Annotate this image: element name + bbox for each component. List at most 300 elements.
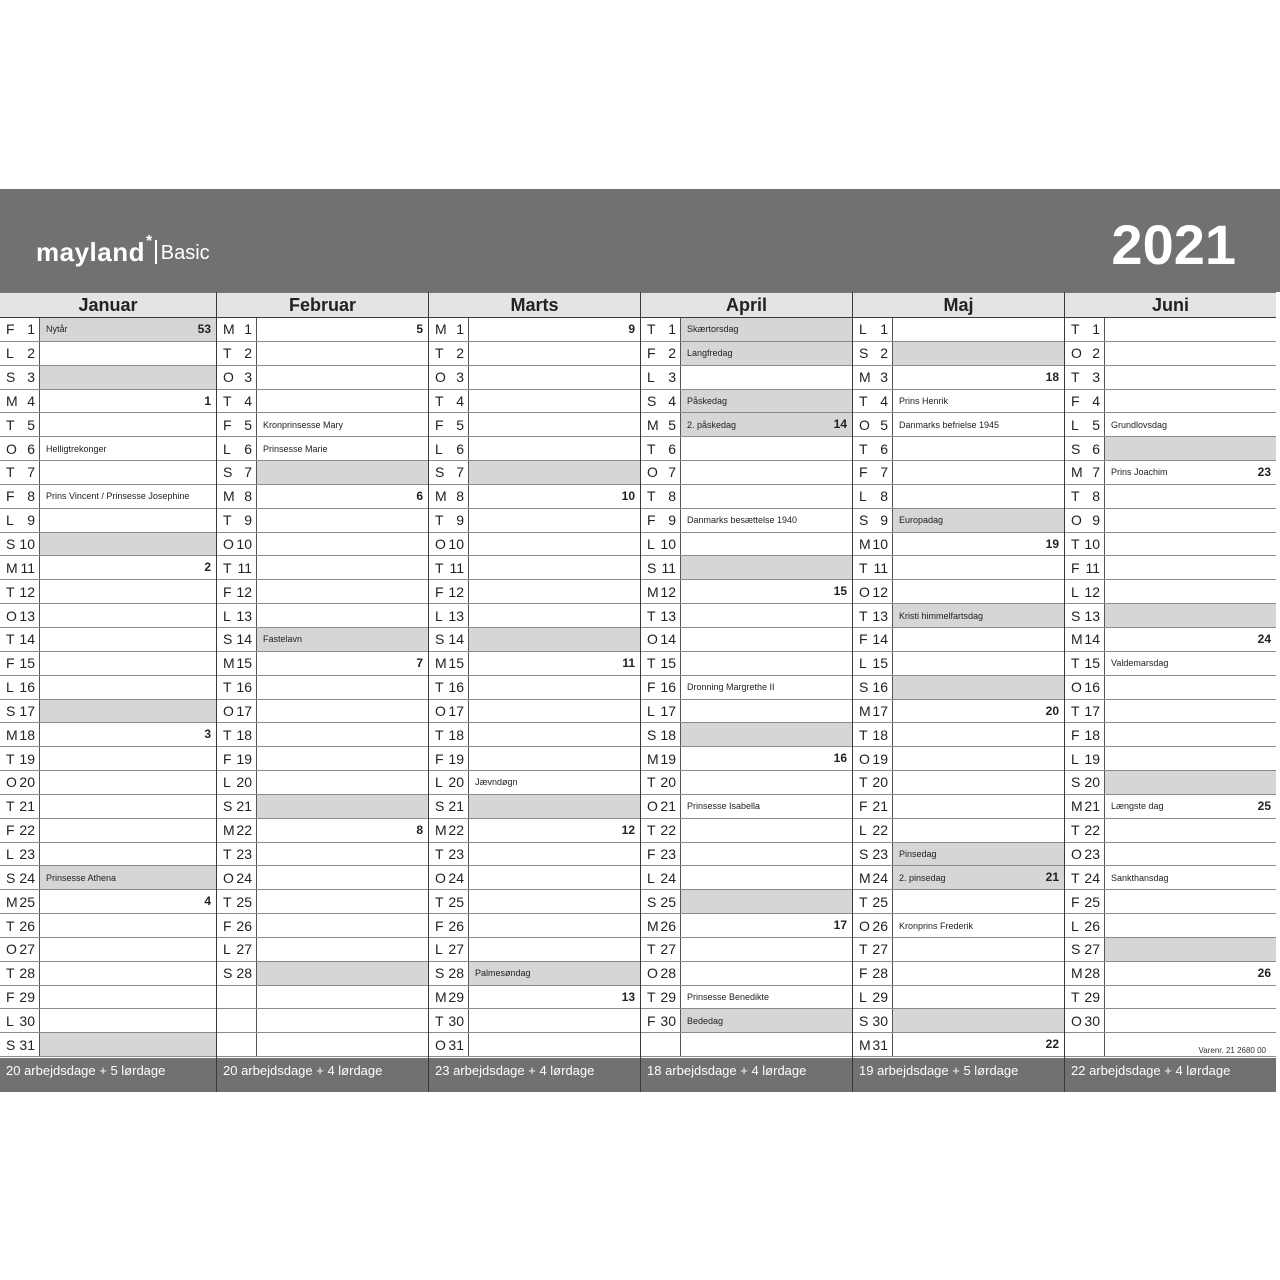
day-note-cell <box>893 437 1064 460</box>
day-label-cell <box>217 676 257 699</box>
weekday-letter: T <box>859 392 868 409</box>
weekday-letter: F <box>223 750 232 767</box>
day-label-cell <box>853 890 893 913</box>
day-row <box>217 652 428 676</box>
day-number: 9 <box>27 512 35 529</box>
day-note-cell <box>469 533 640 556</box>
day-number: 22 <box>1084 822 1100 839</box>
day-row <box>0 652 216 676</box>
day-label-cell <box>1065 1009 1105 1032</box>
day-number: 19 <box>448 750 464 767</box>
weekday-letter: M <box>1071 631 1083 648</box>
day-note-cell <box>469 747 640 770</box>
weekday-letter: L <box>1071 750 1079 767</box>
day-number: 13 <box>236 607 252 624</box>
day-row <box>0 986 216 1010</box>
day-note-cell <box>469 342 640 365</box>
day-label-cell <box>641 700 681 723</box>
day-number: 24 <box>236 869 252 886</box>
weekday-letter: F <box>223 583 232 600</box>
day-note-cell <box>40 819 216 842</box>
day-note-cell <box>1105 413 1276 436</box>
day-note-cell <box>1105 652 1276 675</box>
day-note-cell <box>1105 556 1276 579</box>
day-note: Kristi himmelfartsdag <box>899 610 984 621</box>
day-label-cell <box>217 795 257 818</box>
weekday-letter: T <box>6 583 15 600</box>
day-row <box>1065 390 1276 414</box>
day-note-cell <box>257 318 428 341</box>
day-label-cell <box>1065 962 1105 985</box>
day-row <box>429 866 640 890</box>
day-row <box>1065 700 1276 724</box>
day-label-cell <box>853 1009 893 1032</box>
weekday-letter: T <box>647 989 656 1006</box>
day-number: 18 <box>660 726 676 743</box>
day-label-cell <box>217 986 257 1009</box>
day-row <box>0 413 216 437</box>
empty-day-row <box>217 1009 428 1033</box>
day-note-cell <box>469 580 640 603</box>
day-row <box>641 437 852 461</box>
day-number: 28 <box>19 965 35 982</box>
empty-day-row <box>217 1033 428 1057</box>
weekday-letter: S <box>223 965 233 982</box>
day-note-cell <box>469 652 640 675</box>
day-label-cell <box>0 604 40 627</box>
weekday-letter: T <box>223 893 232 910</box>
day-note-cell <box>40 533 216 556</box>
day-row <box>641 890 852 914</box>
weekday-letter: L <box>647 702 655 719</box>
day-label-cell <box>641 938 681 961</box>
day-row <box>1065 843 1276 867</box>
day-note-cell <box>469 866 640 889</box>
day-note-cell <box>257 914 428 937</box>
weekday-letter: M <box>647 416 659 433</box>
day-row <box>429 318 640 342</box>
day-label-cell <box>853 938 893 961</box>
day-row <box>429 1033 640 1057</box>
weekday-letter: T <box>1071 369 1080 386</box>
day-row <box>429 962 640 986</box>
weekday-letter: S <box>1071 774 1081 791</box>
day-label-cell <box>0 342 40 365</box>
weekday-letter: F <box>1071 559 1080 576</box>
day-number: 13 <box>448 607 464 624</box>
day-note-cell <box>681 580 852 603</box>
day-note-cell <box>469 700 640 723</box>
day-label-cell <box>641 819 681 842</box>
day-row <box>0 1033 216 1057</box>
day-label-cell <box>0 390 40 413</box>
day-label-cell <box>0 914 40 937</box>
day-note-cell <box>40 628 216 651</box>
day-row <box>853 962 1064 986</box>
day-number: 8 <box>880 488 888 505</box>
weekday-letter: T <box>859 774 868 791</box>
weekday-letter: F <box>1071 392 1080 409</box>
weekday-letter: M <box>859 369 871 386</box>
day-label-cell <box>641 747 681 770</box>
day-row <box>853 914 1064 938</box>
day-note-cell <box>40 461 216 484</box>
week-number: 19 <box>1045 536 1059 551</box>
day-number: 21 <box>19 798 35 815</box>
day-number: 30 <box>1084 1012 1100 1029</box>
weekday-letter: L <box>647 369 655 386</box>
day-number: 13 <box>872 607 888 624</box>
day-row <box>429 437 640 461</box>
day-note-cell <box>40 890 216 913</box>
day-row <box>0 390 216 414</box>
week-number: 5 <box>416 322 423 336</box>
day-row <box>641 628 852 652</box>
day-number: 23 <box>19 845 35 862</box>
day-number: 14 <box>1084 631 1100 648</box>
week-number: 2 <box>204 560 211 575</box>
day-row <box>429 938 640 962</box>
day-note-cell <box>893 318 1064 341</box>
day-label-cell <box>217 485 257 508</box>
weekday-letter: T <box>647 607 656 624</box>
day-note: Prinsesse Marie <box>263 443 328 454</box>
weekday-letter: L <box>6 1012 14 1029</box>
day-number: 28 <box>660 965 676 982</box>
day-number: 26 <box>660 917 676 934</box>
day-number: 23 <box>236 845 252 862</box>
weekday-letter: T <box>859 726 868 743</box>
day-number: 12 <box>236 583 252 600</box>
day-note-cell <box>469 461 640 484</box>
day-number: 12 <box>448 583 464 600</box>
day-note-cell <box>1105 461 1276 484</box>
day-label-cell <box>853 533 893 556</box>
day-label-cell <box>1065 938 1105 961</box>
weekday-letter: S <box>647 559 657 576</box>
day-number: 22 <box>236 822 252 839</box>
week-number: 25 <box>1257 798 1271 813</box>
weekday-letter: S <box>435 464 445 481</box>
day-label-cell <box>217 342 257 365</box>
day-note-cell <box>681 318 852 341</box>
month-title: Maj <box>853 292 1064 318</box>
day-row <box>429 795 640 819</box>
day-row <box>0 866 216 890</box>
weekday-letter: O <box>859 917 870 934</box>
weekday-letter: F <box>435 917 444 934</box>
day-label-cell <box>1065 485 1105 508</box>
day-number: 23 <box>660 845 676 862</box>
weekday-letter: T <box>1071 702 1080 719</box>
day-number: 25 <box>872 893 888 910</box>
day-note-cell <box>40 962 216 985</box>
day-label-cell <box>217 843 257 866</box>
day-label-cell <box>0 628 40 651</box>
weekday-letter: M <box>223 655 235 672</box>
month-footer: 22 arbejdsdage + 4 lørdage <box>1065 1058 1276 1092</box>
day-note-cell <box>1105 795 1276 818</box>
day-row <box>429 390 640 414</box>
weekday-letter: S <box>1071 941 1081 958</box>
day-number: 14 <box>660 631 676 648</box>
day-note-cell <box>681 700 852 723</box>
weekday-letter: T <box>6 750 15 767</box>
day-note: Prins Vincent / Prinsesse Josephine <box>46 491 190 502</box>
weekday-letter: F <box>1071 893 1080 910</box>
day-label-cell <box>853 700 893 723</box>
day-number: 7 <box>1092 464 1100 481</box>
day-note-cell <box>257 747 428 770</box>
weekday-letter: L <box>1071 583 1079 600</box>
weekday-letter: M <box>435 989 447 1006</box>
day-row <box>1065 604 1276 628</box>
day-number: 20 <box>19 774 35 791</box>
day-note-cell <box>681 795 852 818</box>
day-label-cell <box>1065 318 1105 341</box>
day-note-cell <box>893 580 1064 603</box>
day-note-cell <box>257 1009 428 1032</box>
day-row <box>641 390 852 414</box>
day-note-cell <box>257 771 428 794</box>
day-label-cell <box>1065 700 1105 723</box>
day-row <box>853 747 1064 771</box>
day-list <box>853 318 1064 1057</box>
day-note: Valdemarsdag <box>1111 658 1169 669</box>
day-label-cell <box>429 938 469 961</box>
day-note-cell <box>681 485 852 508</box>
weekday-letter: S <box>859 679 869 696</box>
day-label-cell <box>429 866 469 889</box>
day-row <box>641 986 852 1010</box>
day-note-cell <box>893 485 1064 508</box>
day-number: 12 <box>19 583 35 600</box>
day-number: 28 <box>236 965 252 982</box>
weekday-letter: L <box>1071 416 1079 433</box>
weekday-letter: F <box>6 488 15 505</box>
week-number: 10 <box>621 488 635 503</box>
day-note-cell <box>681 914 852 937</box>
weekday-letter: L <box>435 440 443 457</box>
day-row <box>853 843 1064 867</box>
weekday-letter: F <box>223 917 232 934</box>
day-label-cell <box>641 843 681 866</box>
week-number: 24 <box>1257 631 1271 646</box>
weekday-letter: T <box>223 726 232 743</box>
weekday-letter: O <box>435 536 446 553</box>
day-row <box>641 509 852 533</box>
day-note-cell <box>469 437 640 460</box>
day-number: 17 <box>19 702 35 719</box>
weekday-letter: T <box>6 464 15 481</box>
day-note-cell <box>1105 342 1276 365</box>
day-note-cell <box>681 628 852 651</box>
day-number: 6 <box>244 440 252 457</box>
day-number: 30 <box>660 1012 676 1029</box>
day-note-cell <box>1105 485 1276 508</box>
day-label-cell <box>641 509 681 532</box>
day-note-cell <box>257 604 428 627</box>
day-number: 27 <box>660 941 676 958</box>
week-number: 13 <box>621 989 635 1004</box>
weekday-letter: M <box>435 321 447 338</box>
week-number: 7 <box>416 655 423 670</box>
day-label-cell <box>429 413 469 436</box>
day-label-cell <box>1065 914 1105 937</box>
day-row <box>1065 318 1276 342</box>
day-number: 2 <box>668 345 676 362</box>
day-label-cell <box>641 1009 681 1032</box>
day-label-cell <box>1065 390 1105 413</box>
weekday-letter: F <box>435 583 444 600</box>
day-note-cell <box>681 962 852 985</box>
day-label-cell <box>429 509 469 532</box>
day-row <box>641 413 852 437</box>
day-note-cell <box>257 676 428 699</box>
day-label-cell <box>429 1009 469 1032</box>
day-note-cell <box>681 533 852 556</box>
weekday-letter: T <box>1071 488 1080 505</box>
day-row <box>641 866 852 890</box>
day-row <box>853 318 1064 342</box>
weekday-letter: T <box>1071 655 1080 672</box>
weekday-letter: F <box>647 679 656 696</box>
day-row <box>217 556 428 580</box>
day-row <box>1065 652 1276 676</box>
week-number: 4 <box>204 894 211 909</box>
weekday-letter: M <box>223 488 235 505</box>
day-number: 11 <box>1085 559 1100 576</box>
day-row <box>429 604 640 628</box>
weekday-letter: O <box>223 369 234 386</box>
day-number: 29 <box>1084 989 1100 1006</box>
day-row <box>853 676 1064 700</box>
day-label-cell <box>217 700 257 723</box>
day-row <box>853 461 1064 485</box>
day-label-cell <box>217 604 257 627</box>
week-number: 21 <box>1045 870 1059 885</box>
day-row <box>853 485 1064 509</box>
day-row <box>1065 580 1276 604</box>
day-number: 1 <box>1092 321 1100 338</box>
day-number: 26 <box>19 917 35 934</box>
day-note-cell <box>257 461 428 484</box>
day-number: 15 <box>448 655 464 672</box>
day-label-cell <box>641 628 681 651</box>
day-label-cell <box>217 533 257 556</box>
day-row <box>853 437 1064 461</box>
day-number: 19 <box>872 750 888 767</box>
day-note-cell <box>469 938 640 961</box>
day-note-cell <box>40 342 216 365</box>
day-note-cell <box>469 413 640 436</box>
day-row <box>1065 890 1276 914</box>
day-number: 8 <box>244 488 252 505</box>
day-label-cell <box>429 318 469 341</box>
day-note-cell <box>893 1033 1064 1056</box>
day-note-cell <box>257 700 428 723</box>
day-row <box>0 723 216 747</box>
day-label-cell <box>641 771 681 794</box>
day-note-cell <box>893 604 1064 627</box>
day-row <box>429 628 640 652</box>
week-number: 1 <box>204 393 211 408</box>
day-list <box>217 318 428 1057</box>
day-number: 7 <box>668 464 676 481</box>
day-label-cell <box>853 819 893 842</box>
day-number: 26 <box>448 917 464 934</box>
day-note-cell <box>893 390 1064 413</box>
month-title: Marts <box>429 292 640 318</box>
day-row <box>429 676 640 700</box>
day-row <box>853 366 1064 390</box>
day-note-cell <box>1105 843 1276 866</box>
weekday-letter: F <box>223 416 232 433</box>
day-number: 3 <box>1092 369 1100 386</box>
day-note-cell <box>893 700 1064 723</box>
day-row <box>217 866 428 890</box>
day-row <box>217 890 428 914</box>
day-label-cell <box>641 342 681 365</box>
day-note-cell <box>1105 676 1276 699</box>
day-note-cell <box>40 1009 216 1032</box>
day-number: 13 <box>1084 607 1100 624</box>
day-label-cell <box>853 723 893 746</box>
day-label-cell <box>429 914 469 937</box>
day-number: 23 <box>1084 845 1100 862</box>
day-note-cell <box>893 938 1064 961</box>
day-label-cell <box>217 890 257 913</box>
day-number: 27 <box>236 941 252 958</box>
day-label-cell <box>217 1033 257 1056</box>
day-note-cell <box>893 1009 1064 1032</box>
day-row <box>0 890 216 914</box>
weekday-letter: F <box>647 512 656 529</box>
day-label-cell <box>217 318 257 341</box>
month-footer: 20 arbejdsdage + 4 lørdage <box>217 1058 428 1092</box>
day-label-cell <box>853 1033 893 1056</box>
month-column <box>852 292 1064 1092</box>
day-row <box>0 771 216 795</box>
weekday-letter: O <box>435 1036 446 1053</box>
day-number: 12 <box>660 583 676 600</box>
day-number: 16 <box>660 679 676 696</box>
day-number: 25 <box>1084 893 1100 910</box>
day-note-cell <box>469 914 640 937</box>
day-row <box>853 771 1064 795</box>
day-note-cell <box>40 795 216 818</box>
day-number: 1 <box>244 321 252 338</box>
day-label-cell <box>429 437 469 460</box>
day-number: 16 <box>872 679 888 696</box>
day-label-cell <box>641 461 681 484</box>
day-note: Grundlovsdag <box>1111 419 1168 430</box>
day-label-cell <box>641 413 681 436</box>
weekday-letter: T <box>6 798 15 815</box>
day-label-cell <box>0 795 40 818</box>
day-label-cell <box>0 986 40 1009</box>
day-number: 11 <box>20 559 35 576</box>
day-label-cell <box>853 604 893 627</box>
day-number: 21 <box>236 798 252 815</box>
day-number: 2 <box>244 345 252 362</box>
day-note-cell <box>893 819 1064 842</box>
day-label-cell <box>0 723 40 746</box>
day-note-cell <box>469 771 640 794</box>
day-note-cell <box>893 771 1064 794</box>
day-note-cell <box>469 1033 640 1056</box>
day-row <box>217 771 428 795</box>
